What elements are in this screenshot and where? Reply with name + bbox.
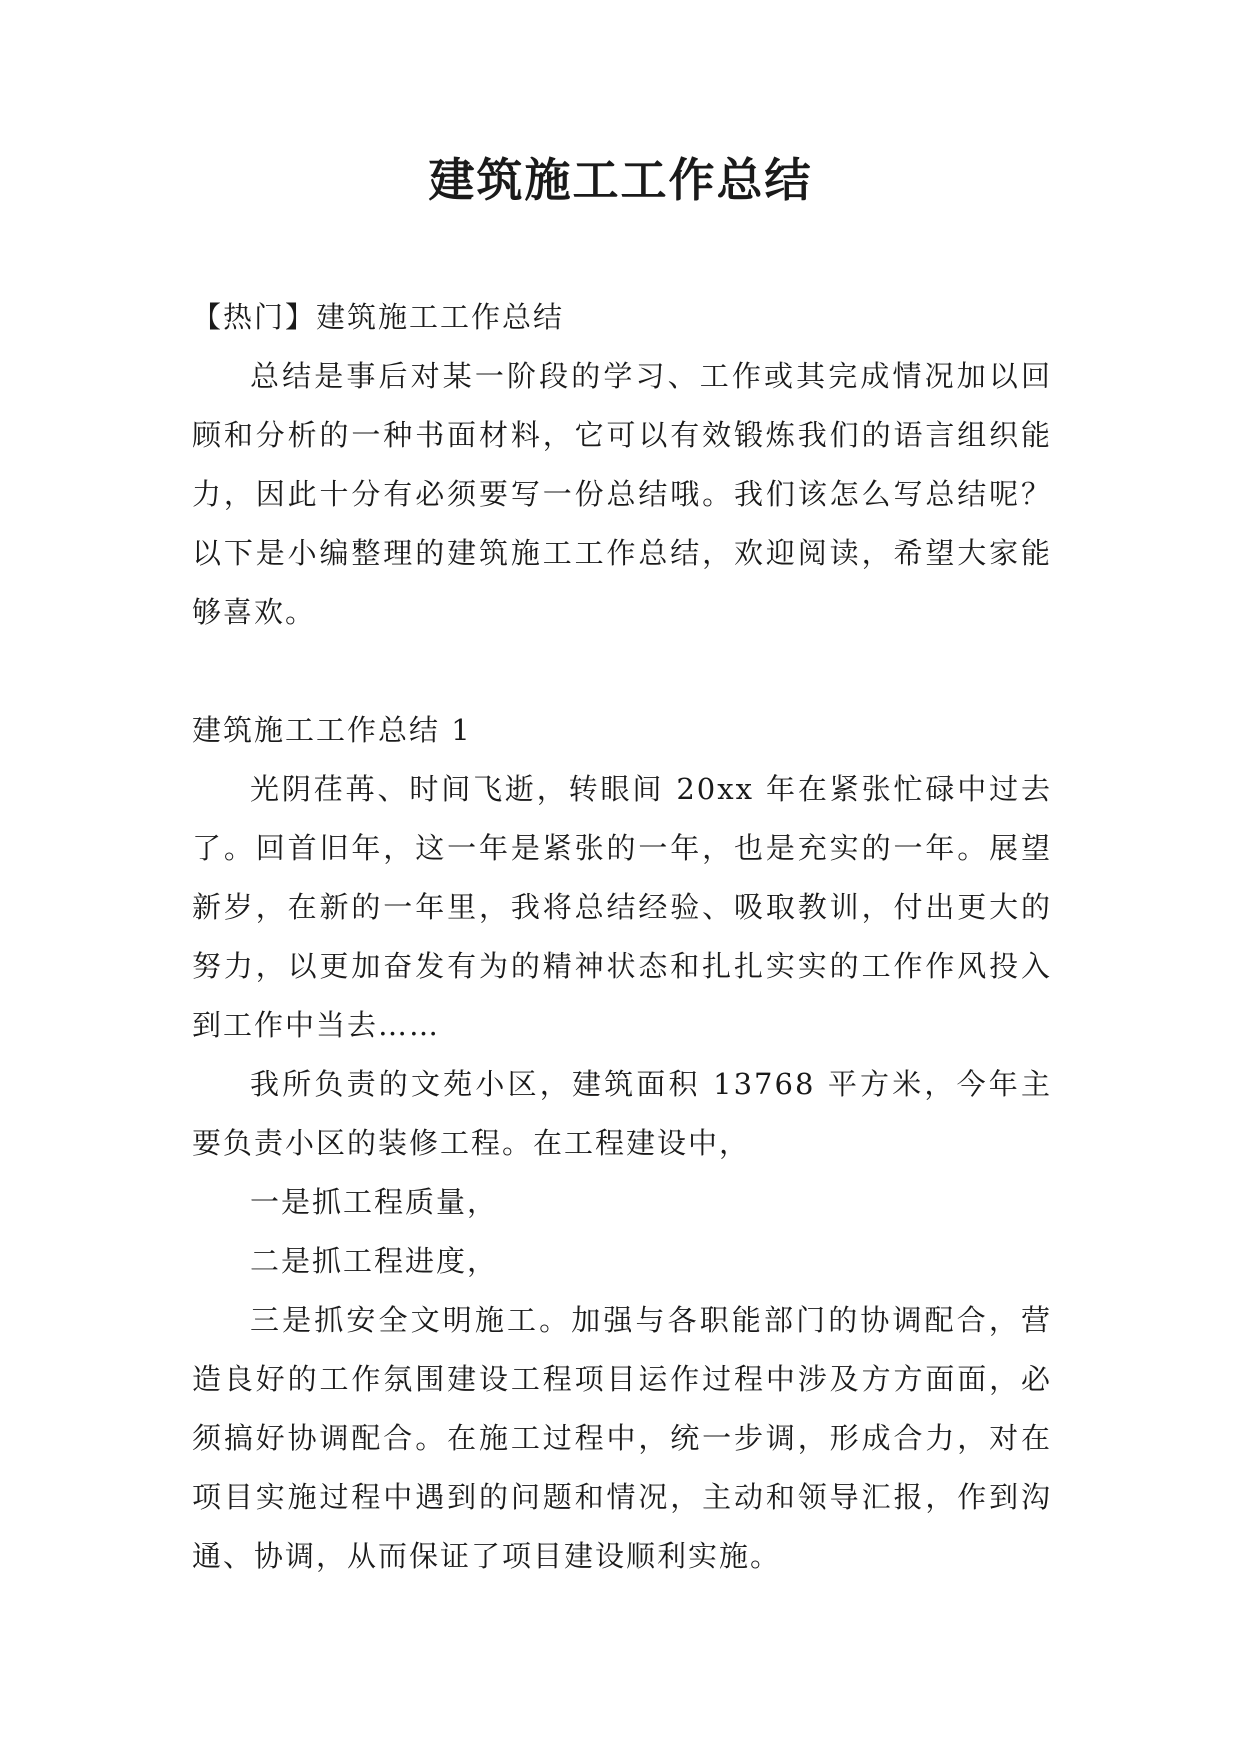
intro-paragraph: 总结是事后对某一阶段的学习、工作或其完成情况加以回顾和分析的一种书面材料，它可以有效锻炼我们的语言组织能力，因此十分有必须要写一份总结哦。我们该怎么写总结呢？以下是小编整理的建筑施工工作总结，欢迎阅读，希望大家能够喜欢。	[192, 359, 1052, 629]
body-paragraph: 三是抓安全文明施工。加强与各职能部门的协调配合，营造良好的工作氛围建设工程项目运作过程中涉及方方面面，必须搞好协调配合。在施工过程中，统一步调，形成合力，对在项目实施过程中遇到的问题和情况，主动和领导汇报，作到沟通、协调，从而保证了项目建设顺利实施。	[192, 1303, 1052, 1573]
body-paragraph: 光阴荏苒、时间飞逝，转眼间 20xx 年在紧张忙碌中过去了。回首旧年，这一年是紧张的一年，也是充实的一年。展望新岁，在新的一年里，我将总结经验、吸取教训，付出更大的努力，以更加奋发有为的精神状态和扎扎实实的工作作风投入到工作中当去……	[192, 772, 1052, 1042]
list-item-paragraph: 二是抓工程进度，	[250, 1244, 499, 1278]
section-spacer	[192, 642, 1052, 701]
document-title: 建筑施工工作总结	[428, 153, 813, 207]
section-heading: 建筑施工工作总结 1	[192, 713, 472, 747]
list-item-paragraph: 一是抓工程质量，	[250, 1185, 499, 1219]
document-body	[192, 288, 1052, 1586]
intro-heading: 【热门】建筑施工工作总结	[192, 300, 565, 334]
body-paragraph: 我所负责的文苑小区，建筑面积 13768 平方米，今年主要负责小区的装修工程。在工程建设中，	[192, 1067, 1052, 1160]
